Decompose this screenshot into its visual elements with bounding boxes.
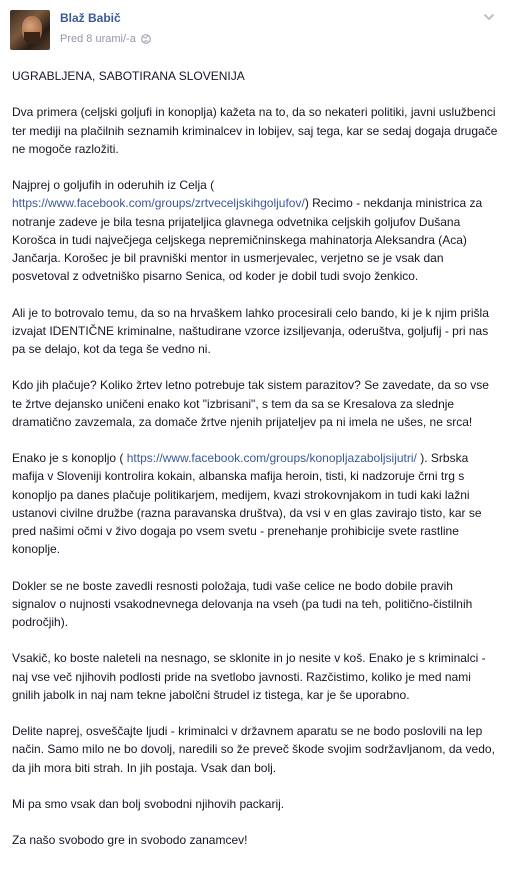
avatar[interactable] (10, 10, 50, 50)
konoplja-group-link[interactable]: https://www.facebook.com/groups/konopljazaboljsijutri/ (126, 451, 417, 466)
post-body (12, 67, 500, 868)
paragraph-1: Dva primera (celjski goljufi in konoplja) kažeta na to, da so nekateri politiki, javni uslužbenci ter mediji na plačilnih seznamih kriminalcev in lobijev, saj tega, kar se sedaj dogaja drugače ne mogoče razložiti. (12, 105, 498, 156)
timestamp[interactable]: Pred 8 urami/-a (60, 33, 136, 45)
paragraph-3: Ali je to botrovalo temu, da so na hrvaškem lahko procesirali celo bando, ki je k njim prišla izvajat IDENTIČNE kriminalne, naštudirane vzorce izsiljevanja, oderuštva, goljufij - pri nas pa se delajo, kot da tega še vedno ni. (12, 305, 489, 356)
celje-group-link[interactable]: https://www.facebook.com/groups/zrtveceljskihgoljufov/ (12, 196, 305, 211)
post-header (0, 0, 508, 60)
paragraph-10: Za našo svobodo gre in svobodo zanamcev! (12, 833, 248, 848)
paragraph-9: Mi pa smo vsak dan bolj svobodni njihovih packarij. (12, 796, 285, 811)
post-title: UGRABLJENA, SABOTIRANA SLOVENIJA (12, 69, 245, 83)
paragraph-4: Kdo jih plačuje? Koliko žrtev letno potrebuje tak sistem parazitov? Se zavedate, da so vse te žrtve dejansko uničeni enako kot "izbrisani", s tem da sa se Kresalova za slednje dramatično zavzemala, za domače žrtve njenih prijateljev pa ni imela ne ušes, ne srca! (12, 378, 489, 429)
paragraph-5: Enako je s konopljo ( https://www.facebook.com/groups/konopljazaboljsijutri/ ). Srbska mafija v Sloveniji kontrolira kokain, albanska mafija heroin, tisti, ki nadzoruje črni trg s konopljo pa danes plačuje politikarjem, medijem, kvazi strokovnjakom in tudi kaki lažni ustanovi civilne družbe (razna paravanska društva), da vsi v en glas zavirajo tisto, kar se pred našimi očmi v živo dogaja po vsem svetu - prenehanje prohibicije svete rastline konoplje. (12, 451, 482, 557)
post-meta (60, 33, 151, 45)
paragraph-2: Najprej o goljufih in oderuhih iz Celja ( https://www.facebook.com/groups/zrtveceljskihgoljufov/) Recimo - nekdanja ministrica za notranje zadeve je bila tesna prijateljica glavnega odvetnika celjskih goljufov Dušana Korošca in tudi največjega celjskega nepremičninskega mahinatorja Aleksandra (Aca) Jančarja. Korošec je bil pravniški mentor in usmerjevalec, verjetno se je vsak dan posvetoval z odvetniško pisarno Senica, od koder je dobil tudi svojo ženkico. (12, 178, 483, 284)
globe-icon[interactable] (141, 34, 151, 44)
paragraph-8: Delite naprej, osveščajte ljudi - kriminalci v državnem aparatu se ne bodo poslovili na lep način. Samo milo ne bo dovolj, naredili so že preveč škode svojim sodržavljanom, da vedo, da jih mora biti strah. In jih postaja. Vsak dan bolj. (12, 724, 495, 775)
paragraph-7: Vsakič, ko boste naleteli na nesnago, se sklonite in jo nesite v koš. Enako je s kriminalci - naj vse več njihovih podlosti pride na svetlobo javnosti. Razčistimo, koliko je med nami gnilih jabolk in naj nam tekne jabolčni štrudel iz tistega, kar je še uporabno. (12, 651, 486, 702)
chevron-down-icon[interactable] (482, 10, 496, 24)
paragraph-6: Dokler se ne boste zavedli resnosti položaja, tudi vaše celice ne bodo dobile pravih signalov o nujnosti vsakodnevnega delovanja na vseh (pa tudi na teh, politično-čistilnih področjih). (12, 578, 473, 629)
author-name[interactable]: Blaž Babič (60, 11, 121, 25)
